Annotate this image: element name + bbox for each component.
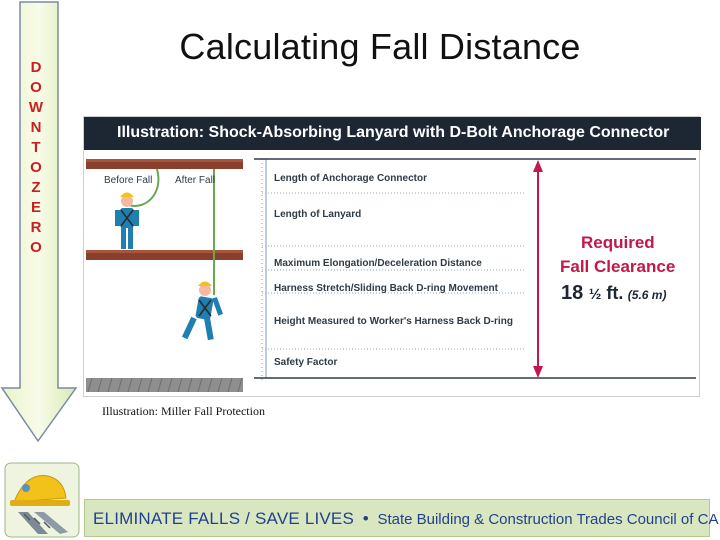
side-letter: R: [30, 219, 42, 236]
illustration-caption: Illustration: Miller Fall Protection: [102, 404, 265, 418]
side-letter: O: [30, 79, 42, 96]
footer-organization: State Building & Construction Trades Council of CA: [377, 511, 719, 528]
side-letter: O: [30, 239, 42, 256]
after-fall-label: After Fall: [175, 175, 216, 186]
side-letter: Z: [31, 179, 41, 196]
segment-safety-factor: Safety Factor: [274, 357, 338, 368]
clearance-feet: 18: [561, 282, 589, 304]
side-letter: O: [30, 159, 42, 176]
footer-bullet: •: [362, 509, 369, 528]
down-to-zero-letters: [20, 58, 52, 258]
side-letter: E: [30, 199, 41, 216]
clearance-unit: ft.: [601, 283, 624, 303]
footer-text: [93, 509, 718, 529]
segment-lanyard: Length of Lanyard: [274, 209, 362, 220]
segment-elongation: Maximum Elongation/Deceleration Distance: [274, 258, 482, 269]
side-letter: N: [30, 119, 42, 136]
side-letter: D: [30, 59, 42, 76]
segment-d-ring-height: Height Measured to Worker's Harness Back D-ring: [274, 316, 513, 327]
fall-clearance-label: Fall Clearance: [560, 257, 676, 276]
before-fall-label: Before Fall: [104, 175, 153, 186]
segment-harness-stretch: Harness Stretch/Sliding Back D-ring Movement: [274, 283, 498, 294]
clearance-arrow: [533, 160, 543, 378]
illustration-header: [84, 117, 701, 150]
clearance-metric: (5.6 m): [627, 288, 667, 302]
illustration-title: Illustration: Shock-Absorbing Lanyard with D-Bolt Anchorage Connector: [117, 124, 670, 141]
worker-after-fall-icon: [182, 282, 223, 341]
hardhat-logo-icon: [4, 462, 80, 538]
worker-before-fall-icon: [115, 193, 139, 250]
clearance-value: [561, 282, 666, 305]
page-title: Calculating Fall Distance: [179, 26, 581, 67]
side-letter: T: [31, 139, 41, 156]
side-letter: W: [28, 99, 44, 116]
footer-slogan: ELIMINATE FALLS / SAVE LIVES: [93, 509, 355, 528]
footer-banner: [84, 499, 719, 537]
required-label: Required: [581, 233, 655, 252]
segment-anchorage-connector: Length of Anchorage Connector: [274, 173, 427, 184]
clearance-fraction: ½: [588, 286, 602, 303]
fall-clearance-illustration: [83, 116, 700, 397]
